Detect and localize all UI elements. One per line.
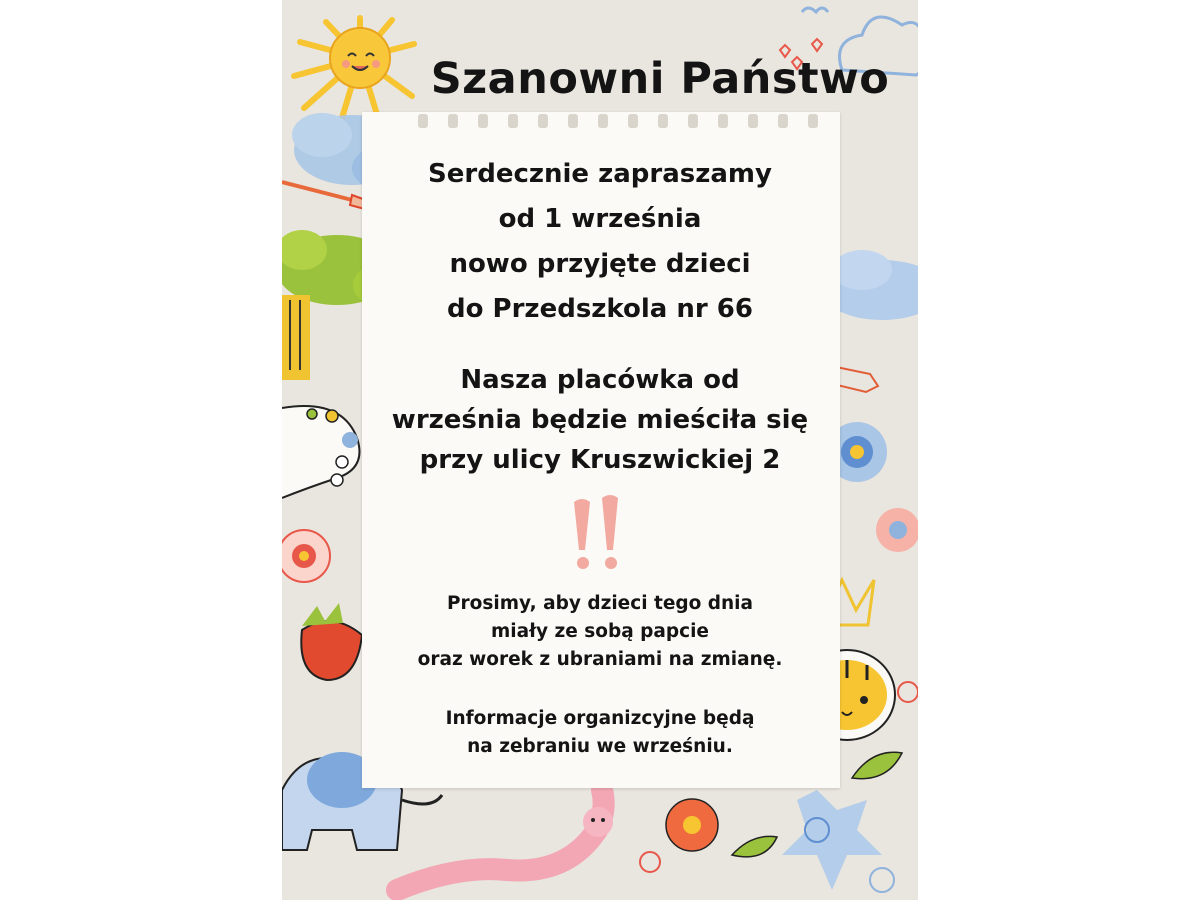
location-line: Nasza placówka od	[460, 365, 740, 395]
invite-line: Serdecznie zapraszamy	[428, 159, 772, 189]
invite-line: od 1 września	[498, 204, 702, 234]
location-line: września będzie mieściła się	[391, 405, 809, 435]
location-line: przy ulicy Kruszwickiej 2	[419, 445, 781, 475]
request-line: oraz worek z ubraniami na zmianę.	[417, 649, 783, 670]
request-text	[282, 590, 918, 674]
info-line: na zebraniu we wrześniu.	[467, 736, 733, 757]
info-text	[282, 705, 918, 761]
invite-line: nowo przyjęte dzieci	[449, 249, 751, 279]
invitation-poster	[282, 0, 918, 900]
request-line: Prosimy, aby dzieci tego dnia	[446, 593, 753, 614]
exclamation-icon	[282, 0, 918, 900]
poster-title-text: Szanowni Państwo	[430, 54, 890, 104]
request-line: miały ze sobą papcie	[491, 621, 709, 642]
invite-line: do Przedszkola nr 66	[447, 294, 753, 324]
info-line: Informacje organizcyjne będą	[445, 708, 755, 729]
